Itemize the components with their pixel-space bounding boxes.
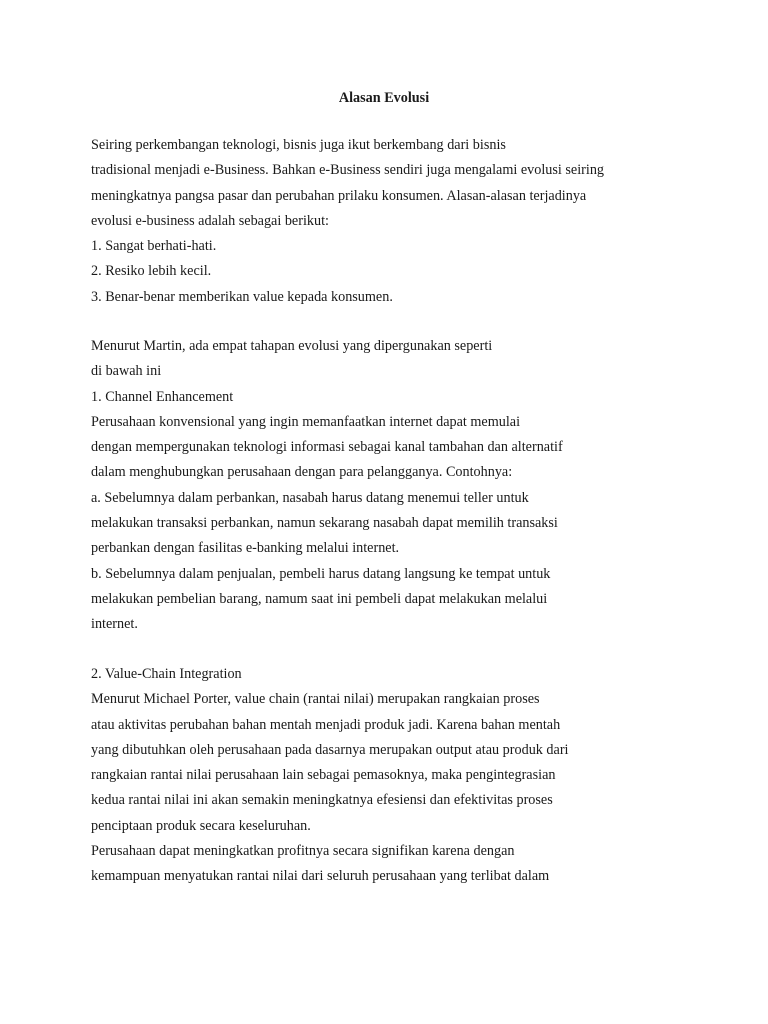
text-line: tradisional menjadi e-Business. Bahkan e-Business sendiri juga mengalami evolusi seiring bbox=[91, 162, 605, 179]
text-line: yang dibutuhkan oleh perusahaan pada dasarnya merupakan output atau produk dari bbox=[91, 741, 569, 758]
text-line: Perusahaan dapat meningkatkan profitnya secara signifikan karena dengan bbox=[91, 843, 515, 860]
text-line: evolusi e-business adalah sebagai berikut: bbox=[91, 212, 329, 229]
text-line: Perusahaan konvensional yang ingin memanfaatkan internet dapat memulai bbox=[91, 413, 521, 430]
text-line: Seiring perkembangan teknologi, bisnis juga ikut berkembang dari bisnis bbox=[91, 137, 506, 153]
document-title: Alasan Evolusi bbox=[338, 90, 430, 106]
list-item: 1. Sangat berhati-hati. bbox=[91, 238, 217, 255]
text-line: rangkaian rantai nilai perusahaan lain sebagai pemasoknya, maka pengintegrasian bbox=[91, 767, 556, 784]
text-line: a. Sebelumnya dalam perbankan, nasabah harus datang menemui teller untuk bbox=[91, 489, 529, 506]
text-line: di bawah ini bbox=[91, 363, 162, 380]
text-line: melakukan transaksi perbankan, namun sekarang nasabah dapat memilih transaksi bbox=[91, 515, 558, 532]
text-line: melakukan pembelian barang, namum saat ini pembeli dapat melakukan melalui bbox=[91, 590, 548, 607]
section-heading: 1. Channel Enhancement bbox=[91, 388, 234, 405]
section-heading: 2. Value-Chain Integration bbox=[91, 666, 242, 682]
text-line: perbankan dengan fasilitas e-banking melalui internet. bbox=[91, 540, 400, 557]
value-chain-section bbox=[91, 662, 731, 890]
list-item: 3. Benar-benar memberikan value kepada konsumen. bbox=[91, 288, 393, 305]
text-line: Menurut Martin, ada empat tahapan evolusi yang dipergunakan seperti bbox=[91, 338, 493, 354]
text-line: internet. bbox=[91, 616, 138, 633]
text-line: penciptaan produk secara keseluruhan. bbox=[91, 817, 311, 834]
text-line: kemampuan menyatukan rantai nilai dari seluruh perusahaan yang terlibat dalam bbox=[91, 868, 550, 885]
text-line: atau aktivitas perubahan bahan mentah menjadi produk jadi. Karena bahan mentah bbox=[91, 716, 561, 733]
intro-paragraph bbox=[91, 133, 731, 310]
text-line: Menurut Michael Porter, value chain (rantai nilai) merupakan rangkaian proses bbox=[91, 691, 540, 708]
text-line: dengan mempergunakan teknologi informasi sebagai kanal tambahan dan alternatif bbox=[91, 439, 563, 456]
text-line: kedua rantai nilai ini akan semakin meningkatnya efesiensi dan efektivitas proses bbox=[91, 792, 553, 809]
text-line: dalam menghubungkan perusahaan dengan para pelangganya. Contohnya: bbox=[91, 464, 513, 481]
text-line: meningkatnya pangsa pasar dan perubahan prilaku konsumen. Alasan-alasan terjadinya bbox=[91, 187, 587, 204]
text-line: b. Sebelumnya dalam penjualan, pembeli harus datang langsung ke tempat untuk bbox=[91, 565, 551, 582]
martin-section bbox=[91, 334, 731, 638]
list-item: 2. Resiko lebih kecil. bbox=[91, 263, 212, 280]
